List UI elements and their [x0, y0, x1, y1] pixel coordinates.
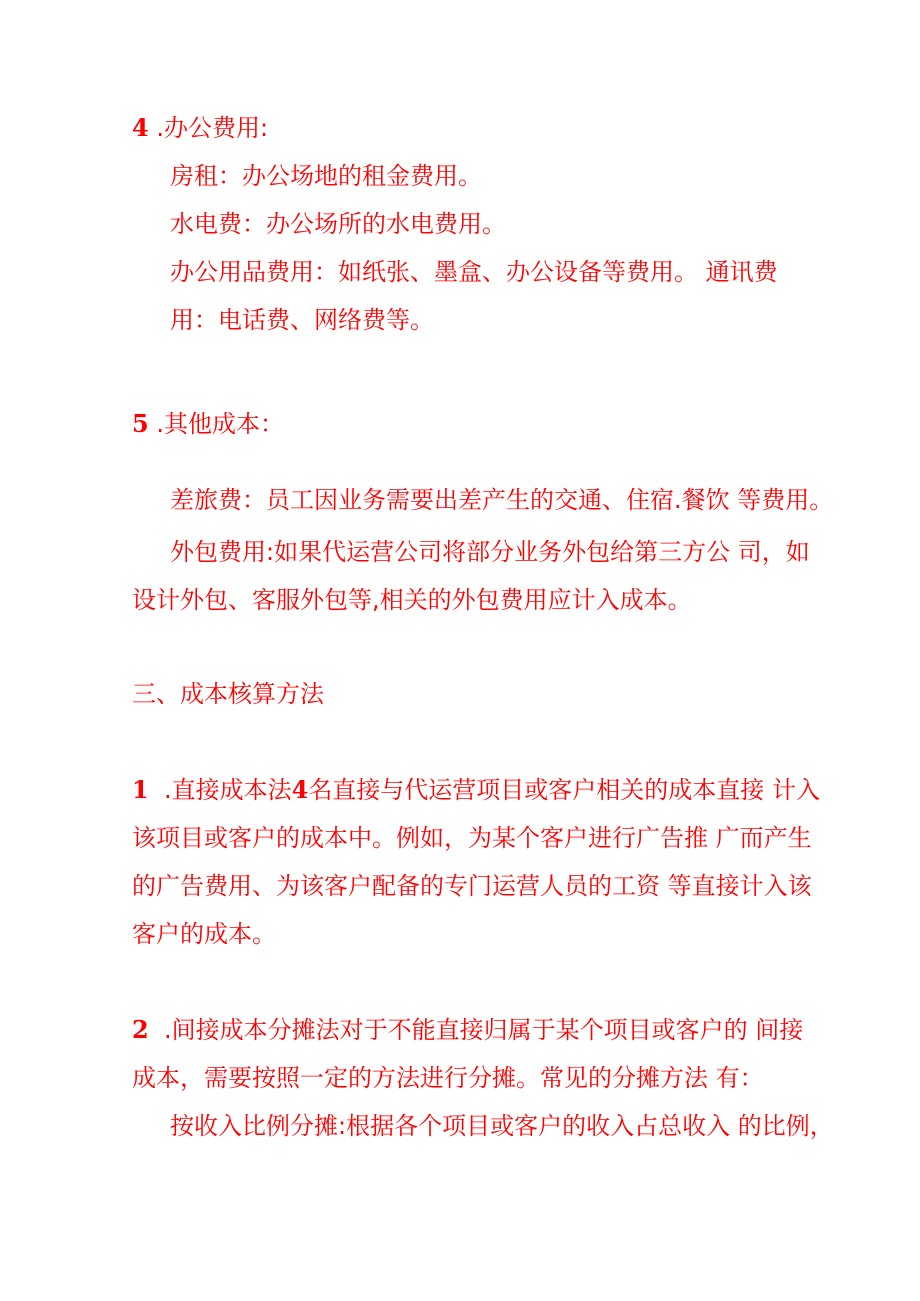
direct-method-prefix: .直接成本法 — [163, 776, 292, 804]
direct-method-line-2: 的广告费用、为该客户配备的专门运营人员的工资 等直接计入该 — [132, 872, 812, 900]
section-5-title: .其他成本： — [156, 410, 284, 438]
indirect-method-title: .间接成本分摊法对于不能直接归属于某个项目或客户的 间接 — [163, 1016, 804, 1044]
indirect-method-number: 2 — [132, 1015, 149, 1044]
section-5-number: 5 — [132, 409, 149, 438]
method-heading: 三、成本核算方法 — [132, 680, 324, 708]
section-4-heading — [132, 113, 268, 143]
other-item-travel: 差旅费：员工因业务需要出差产生的交通、住宿.餐饮 等费用。 — [170, 486, 834, 514]
indirect-method-heading — [132, 1015, 803, 1045]
office-item-supplies: 办公用品费用：如纸张、墨盒、办公设备等费用。 通讯费 — [170, 258, 778, 286]
indirect-method-line-1: 成本，需要按照一定的方法进行分摊。常见的分摊方法 有： — [132, 1064, 764, 1092]
direct-method-bold: 4 — [291, 775, 309, 804]
direct-method-line-1: 该项目或客户的成本中。例如，为某个客户进行广告推 广而产生 — [132, 824, 812, 852]
section-4-title: .办公费用: — [156, 114, 269, 142]
office-item-rent: 房租：办公场地的租金费用。 — [170, 162, 482, 190]
direct-method-line-3: 客户的成本。 — [132, 920, 276, 948]
direct-method-rest: 名直接与代运营项目或客户相关的成本直接 计入 — [308, 776, 820, 804]
section-4-number: 4 — [132, 113, 149, 142]
office-item-utilities: 水电费：办公场所的水电费用。 — [170, 210, 506, 238]
other-item-outsourcing: 外包费用:如果代运营公司将部分业务外包给第三方公 司，如 — [170, 538, 810, 566]
indirect-method-line-2: 按收入比例分摊:根据各个项目或客户的收入占总收入 的比例， — [170, 1112, 834, 1140]
section-5-heading — [132, 409, 284, 439]
direct-method-heading — [132, 775, 820, 805]
office-item-communication: 用：电话费、网络费等。 — [170, 306, 434, 334]
other-item-outsourcing-cont: 设计外包、客服外包等,相关的外包费用应计入成本。 — [132, 586, 692, 614]
direct-method-number: 1 — [132, 775, 149, 804]
